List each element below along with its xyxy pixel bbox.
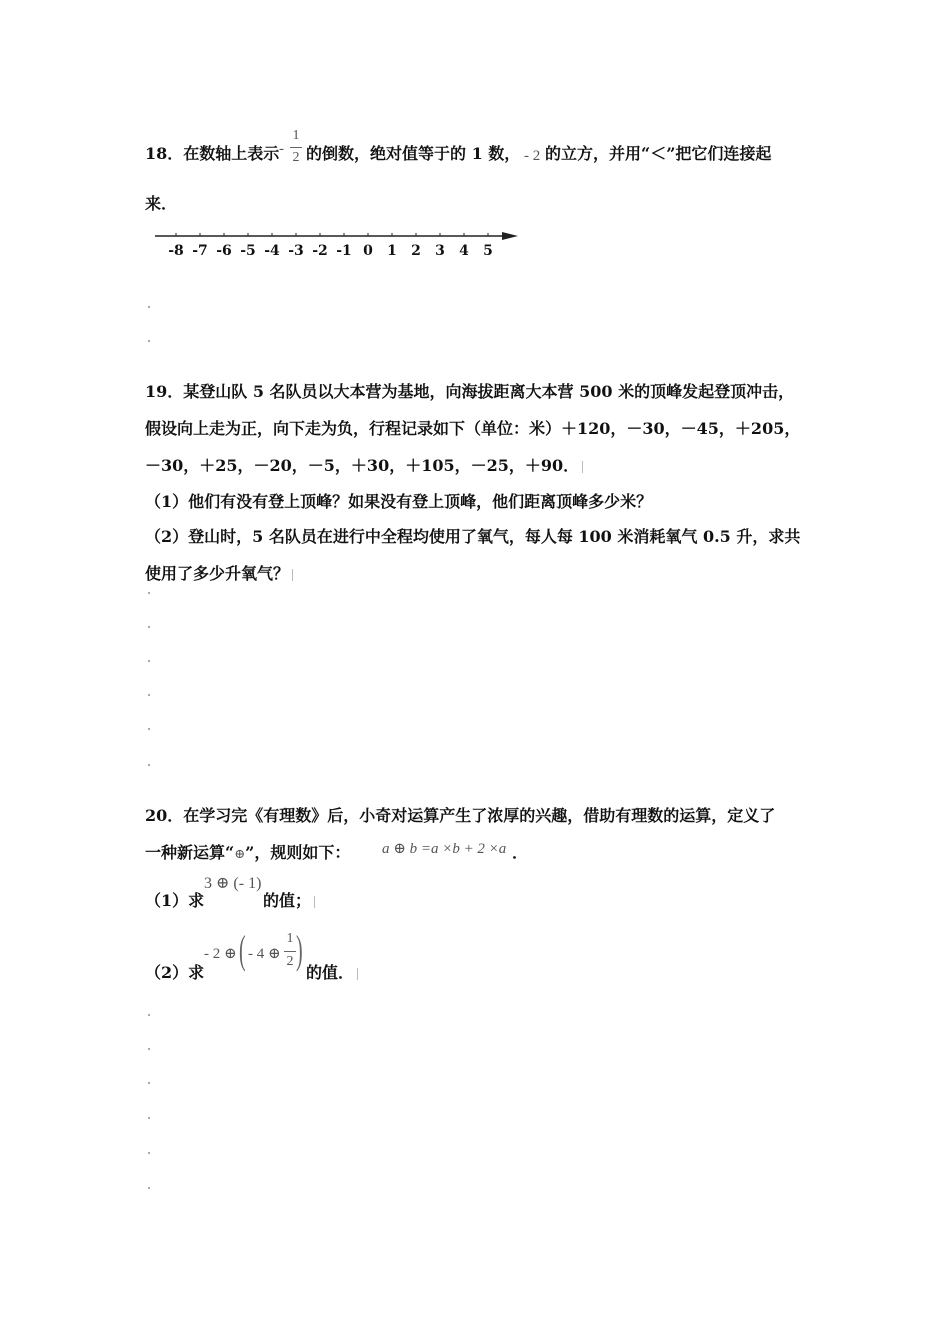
blank-line-marker (148, 728, 150, 730)
q19-sub1: （1）他们有没有登上顶峰？如果没有登上顶峰，他们距离顶峰多少米？ (145, 492, 653, 511)
q20-sub2-left-paren: ( (239, 927, 246, 972)
q20-sub2-pre: - 2 ⊕ (204, 946, 237, 962)
q18-frac-num: 1 (292, 128, 300, 143)
blank-line-marker (148, 626, 150, 628)
number-line-label: 2 (411, 243, 421, 259)
q20-sub2-right-paren: ) (296, 927, 303, 972)
q19-sub2-line2-text: 使用了多少升氧气？ (145, 564, 290, 583)
q20-line2-b: ”，规则如下： (245, 843, 351, 862)
q20-sub2-end (306, 960, 358, 983)
number-line-label: -5 (240, 243, 256, 259)
q18-frac-den: 2 (292, 150, 300, 165)
q20-sub2-label: （2）求 (145, 963, 205, 982)
number-line-label: 5 (483, 243, 493, 259)
number-line-label: -7 (192, 243, 208, 259)
q20-sub2-frac-den: 2 (286, 954, 294, 969)
q20-sub2-frac-num: 1 (286, 931, 294, 946)
q19-number: 19 (145, 382, 168, 401)
q19-text-1: 某登山队 5 名队员以大本营为基地，向海拔距离大本营 500 米的顶峰发起登顶冲击， (183, 382, 795, 401)
blank-line-marker (148, 764, 150, 766)
q19-sub2-line2 (145, 561, 293, 584)
q18-text-1: 在数轴上表示 (183, 144, 280, 163)
q19-line1: 19．某登山队 5 名队员以大本营为基地，向海拔距离大本营 500 米的顶峰发起登顶冲击， (145, 382, 795, 401)
q20-number: 20 (145, 806, 168, 825)
q18-text-3: 的立方，并用“＜”把它们连接起 (545, 144, 772, 163)
blank-line-marker (148, 1117, 150, 1119)
q20-sub1-expr: 3 ⊕ (- 1) (204, 875, 262, 892)
number-line-label: 3 (435, 243, 445, 259)
q18-neg-sign: - (279, 141, 284, 157)
q20-sub2-end-text: 的值． (306, 963, 355, 982)
q18-line1: 18．在数轴上表示 (145, 144, 280, 163)
number-line-label: 0 (363, 243, 373, 259)
q20-sub1-end-text: 的值； (263, 891, 312, 910)
q20-rule: a ⊕ b =a ×b + 2 ×a (382, 841, 507, 857)
q19-line3 (145, 453, 583, 476)
q19-line3-text: －30，＋25，－20，－5，＋30，＋105，－25，＋90． (145, 456, 580, 475)
blank-line-marker (148, 694, 150, 696)
q18-number: 18 (145, 144, 168, 163)
blank-line-marker (148, 340, 150, 342)
q19-line2: 假设向上走为正，向下走为负，行程记录如下（单位：米）＋120，－30，－45，＋205， (145, 419, 801, 438)
number-line-label: -4 (264, 243, 280, 259)
blank-line-marker (148, 660, 150, 662)
q20-rule-end: ． (512, 843, 529, 862)
blank-line-marker (148, 1082, 150, 1084)
number-line-label: 1 (387, 243, 397, 259)
blank-line-marker (148, 1048, 150, 1050)
q19-sub2-line1: （2）登山时，5 名队员在进行中全程均使用了氧气，每人每 100 米消耗氧气 0.5 升，求共 (145, 527, 801, 546)
blank-line-marker (148, 306, 150, 308)
number-line-label: 4 (459, 243, 469, 259)
number-line-label: -8 (168, 243, 184, 259)
number-line-label: -6 (216, 243, 232, 259)
q20-sub1-label: （1）求 (145, 891, 205, 910)
q20-sub1-end (263, 888, 315, 911)
q20-text-1: 在学习完《有理数》后，小奇对运算产生了浓厚的兴趣，借助有理数的运算，定义了 (183, 806, 776, 825)
q18-frac-bar (290, 147, 302, 148)
blank-line-marker (148, 592, 150, 594)
q18-line2: 来． (145, 194, 178, 213)
q20-line2-a: 一种新运算“ (145, 843, 235, 862)
blank-line-marker (148, 1014, 150, 1016)
number-line-label: -1 (336, 243, 352, 259)
number-line-label: -3 (288, 243, 304, 259)
number-line-label: -2 (312, 243, 328, 259)
q20-sub2-frac-bar (284, 951, 296, 952)
q20-line1: 20．在学习完《有理数》后，小奇对运算产生了浓厚的兴趣，借助有理数的运算，定义了 (145, 806, 776, 825)
blank-line-marker (148, 1152, 150, 1154)
q18-text-2: 的倒数，绝对值等于的 1 数， (306, 144, 521, 163)
q20-line2 (145, 840, 350, 863)
q18-neg-two: - 2 (524, 148, 541, 164)
blank-line-marker (148, 1187, 150, 1189)
q20-op-symbol: ⊕ (234, 846, 246, 861)
number-line-arrow (502, 232, 518, 240)
q20-sub2-inner: - 4 ⊕ (248, 946, 281, 962)
